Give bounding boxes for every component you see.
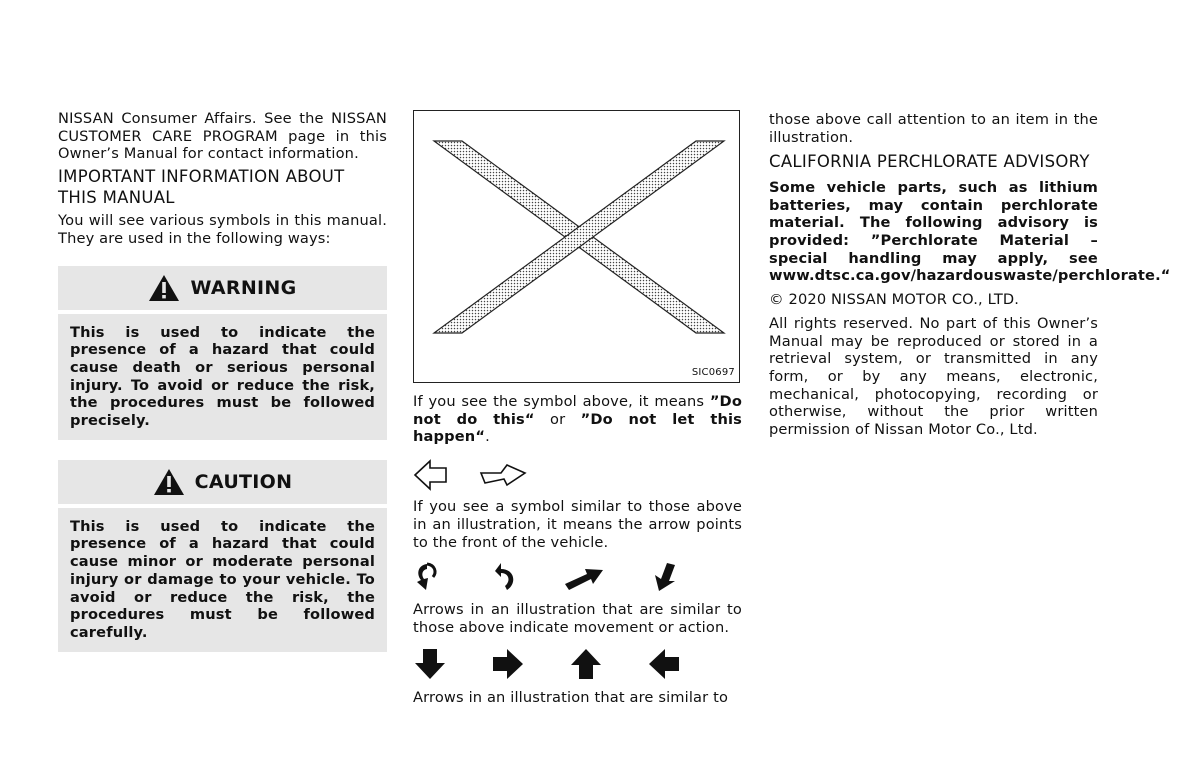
symbol-meaning-mid: or: [534, 410, 581, 428]
attention-arrow-paragraph-start: Arrows in an illustration that are similar to: [413, 688, 729, 706]
column-middle: [413, 110, 742, 706]
perchlorate-heading: CALIFORNIA PERCHLORATE ADVISORY: [769, 152, 1090, 172]
caution-box: [58, 460, 387, 652]
diagonal-arrow-icon: [563, 562, 605, 592]
warning-triangle-icon: [148, 274, 180, 302]
perchlorate-advisory: Some vehicle parts, such as lithium batteries, may contain perchlorate material. The following advisory is provided: ”Perchlorate Material – special handling may apply, see www.dtsc.ca.gov/hazardouswaste/perchlorate.“: [769, 178, 1171, 285]
solid-down-arrow-icon: [413, 647, 447, 681]
symbol-meaning-post: .: [485, 428, 490, 446]
do-not-symbol-figure: [413, 110, 740, 383]
bent-arrow-icon: [647, 561, 679, 593]
symbols-paragraph: You will see various symbols in this manual. They are used in the following ways:: [58, 212, 387, 247]
symbol-meaning-pre: If you see the symbol above, it means: [413, 393, 710, 410]
caution-triangle-icon: [153, 468, 185, 496]
symbol-meaning-paragraph: [413, 393, 742, 446]
warning-box: [58, 266, 387, 440]
solid-right-arrow-icon: [491, 647, 525, 681]
warning-label: WARNING: [190, 276, 297, 299]
curved-arrow-up-icon: [491, 561, 521, 593]
intro-paragraph: NISSAN Consumer Affairs. See the NISSAN CUSTOMER CARE PROGRAM page in this Owner’s Manual for contact information.: [58, 110, 387, 163]
symbol-meaning-bold-2: ”Do not let this happen“: [413, 410, 742, 446]
movement-arrow-row: [413, 559, 742, 595]
attention-arrow-row: [413, 645, 742, 683]
front-arrow-row: [413, 458, 742, 492]
copyright-line: © 2020 NISSAN MOTOR CO., LTD.: [769, 291, 1020, 309]
attention-arrow-paragraph-end: those above call attention to an item in the illustration.: [769, 111, 1098, 146]
column-left: [58, 110, 387, 652]
curved-arrow-down-icon: [413, 561, 443, 593]
figure-code: SIC0697: [691, 367, 735, 378]
movement-arrow-paragraph: Arrows in an illustration that are similar to those above indicate movement or action.: [413, 601, 742, 636]
front-arrow-paragraph: If you see a symbol similar to those above in an illustration, it means the arrow points to the front of the vehicle.: [413, 498, 742, 551]
caution-label: CAUTION: [194, 470, 293, 493]
column-right: [769, 111, 1171, 439]
solid-up-arrow-icon: [569, 647, 603, 681]
solid-left-arrow-icon: [647, 647, 681, 681]
warning-text: This is used to indicate the presence of a hazard that could cause death or serious personal injury. To avoid or reduce the risk, the procedures must be followed precisely.: [70, 323, 375, 430]
warning-body: [58, 314, 387, 440]
caution-text: This is used to indicate the presence of a hazard that could cause minor or moderate personal injury or damage to your vehicle. To avoid or reduce the risk, the procedures must be followed carefully.: [70, 517, 375, 641]
warning-header: [58, 266, 387, 310]
outline-left-arrow-icon: [413, 459, 449, 491]
symbol-meaning-bold-1: ”Do not do this“: [413, 393, 742, 428]
cross-x-icon: [414, 111, 739, 382]
caution-body: [58, 508, 387, 652]
rights-paragraph: All rights reserved. No part of this Owner’s Manual may be reproduced or stored in a retrieval system, or transmitted in any form, or by any means, electronic, mechanical, photocopying, recording or otherwise, without the prior written permission of Nissan Motor Co., Ltd.: [769, 314, 1098, 439]
manual-info-heading: IMPORTANT INFORMATION ABOUT THIS MANUAL: [58, 167, 345, 207]
caution-header: [58, 460, 387, 504]
outline-diagonal-arrow-icon: [479, 459, 529, 491]
